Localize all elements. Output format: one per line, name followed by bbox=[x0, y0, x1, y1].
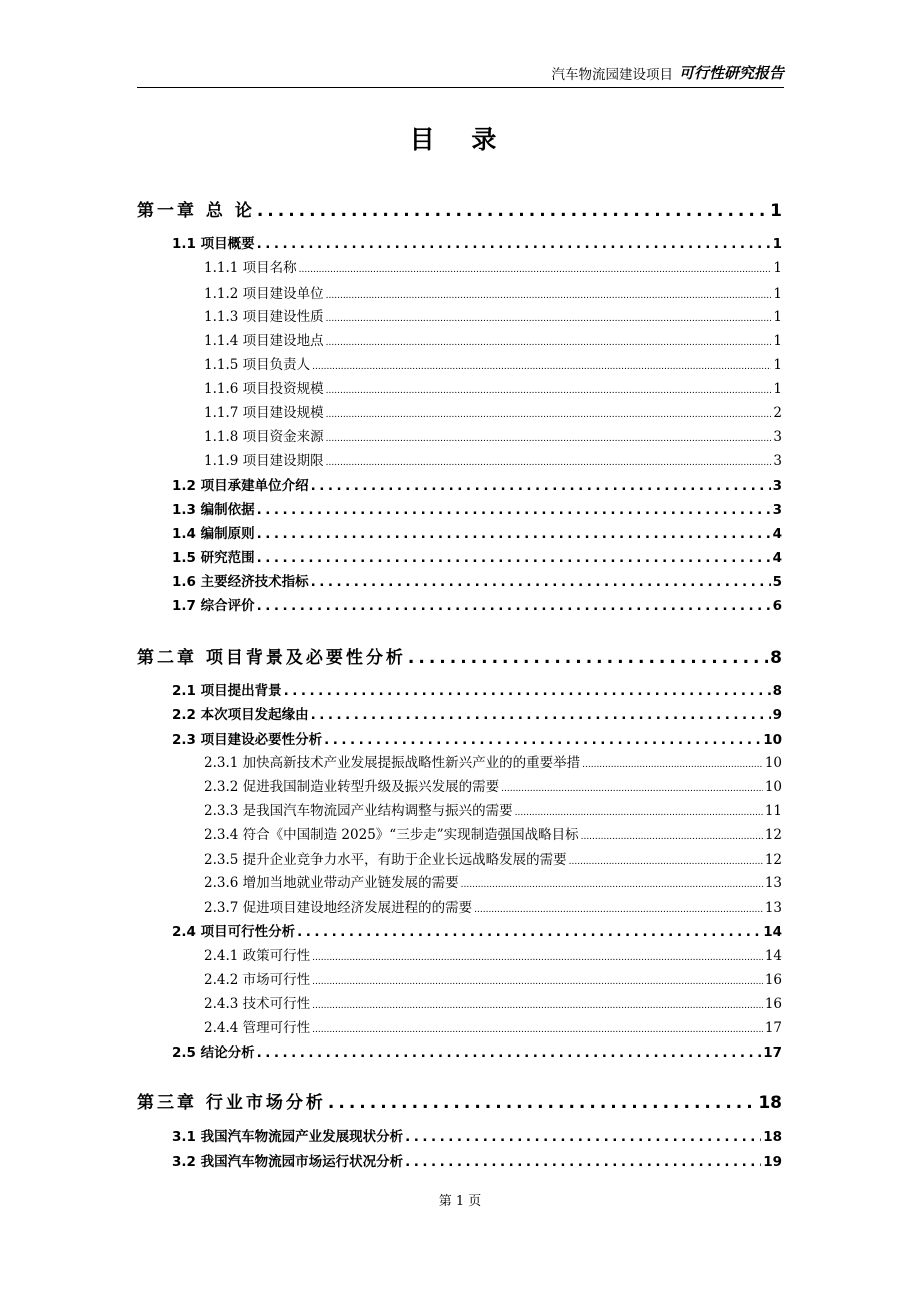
toc-entry-label: 2.4.4 管理可行性 bbox=[204, 1020, 311, 1036]
toc-entry-label: 1.1.3 项目建设性质 bbox=[204, 309, 324, 325]
toc-subsection[interactable] bbox=[137, 282, 782, 302]
toc-subsection[interactable] bbox=[137, 425, 782, 445]
toc-page-number: 9 bbox=[772, 707, 782, 723]
toc-entry-label: 1.1.9 项目建设期限 bbox=[204, 453, 324, 469]
toc-entry-label: 2.3 项目建设必要性分析 bbox=[172, 732, 323, 748]
toc-entry-label: 第三章 行业市场分析 bbox=[137, 1093, 326, 1113]
toc-subsection[interactable] bbox=[137, 256, 782, 276]
toc-page-number: 17 bbox=[764, 1020, 782, 1036]
toc-page-number: 12 bbox=[764, 827, 782, 843]
toc-page-number: 1 bbox=[770, 201, 782, 221]
toc-entry-label: 2.4.3 技术可行性 bbox=[204, 996, 311, 1012]
toc-leader-dots bbox=[311, 707, 771, 723]
toc-leader-dots bbox=[515, 808, 763, 818]
toc-page-number: 8 bbox=[770, 648, 782, 668]
toc-leader-dots bbox=[284, 683, 771, 699]
toc-section[interactable] bbox=[137, 920, 782, 940]
toc-subsection[interactable] bbox=[137, 896, 782, 916]
toc-leader-dots bbox=[569, 857, 763, 867]
toc-page-number: 10 bbox=[764, 779, 782, 795]
toc-leader-dots bbox=[582, 760, 763, 770]
toc-page-number: 4 bbox=[772, 550, 782, 566]
toc-leader-dots bbox=[326, 386, 772, 396]
toc-section[interactable] bbox=[137, 1125, 782, 1145]
toc-page-number: 14 bbox=[764, 948, 782, 964]
toc-section[interactable] bbox=[137, 679, 782, 699]
toc-entry-label: 3.1 我国汽车物流园产业发展现状分析 bbox=[172, 1129, 404, 1145]
toc-subsection[interactable] bbox=[137, 305, 782, 325]
toc-section[interactable] bbox=[137, 594, 782, 614]
toc-section[interactable] bbox=[137, 498, 782, 518]
toc-page-number: 3 bbox=[773, 453, 782, 469]
toc-subsection[interactable] bbox=[137, 1016, 782, 1036]
toc-entry-label: 2.3.6 增加当地就业带动产业链发展的需要 bbox=[204, 875, 459, 891]
toc-entry-label: 2.3.1 加快高新技术产业发展提振战略性新兴产业的的重要举措 bbox=[204, 755, 581, 771]
toc-page-number: 1 bbox=[773, 309, 782, 325]
toc-page-number: 10 bbox=[764, 755, 782, 771]
toc-title: 目 录 bbox=[409, 125, 511, 154]
toc-section[interactable] bbox=[137, 232, 782, 252]
toc-leader-dots bbox=[312, 977, 763, 987]
toc-section[interactable] bbox=[137, 1150, 782, 1170]
toc-entry-label: 1.4 编制原则 bbox=[172, 526, 255, 542]
toc-page-number: 13 bbox=[764, 900, 782, 916]
toc-section[interactable] bbox=[137, 703, 782, 723]
toc-leader-dots bbox=[328, 1093, 756, 1113]
toc-page-number: 1 bbox=[773, 381, 782, 397]
toc-entry-label: 1.1.8 项目资金来源 bbox=[204, 429, 324, 445]
toc-entry-label: 1.6 主要经济技术指标 bbox=[172, 574, 309, 590]
toc-page-number: 16 bbox=[764, 996, 782, 1012]
toc-page-number: 18 bbox=[758, 1093, 782, 1113]
toc-entry-label: 2.5 结论分析 bbox=[172, 1045, 255, 1061]
toc-entry-label: 2.4 项目可行性分析 bbox=[172, 924, 296, 940]
toc-page-number: 12 bbox=[764, 852, 782, 868]
toc-leader-dots bbox=[257, 236, 771, 252]
toc-page-number: 8 bbox=[772, 683, 782, 699]
toc-subsection[interactable] bbox=[137, 377, 782, 397]
toc-page-number: 1 bbox=[773, 260, 782, 276]
toc-subsection[interactable] bbox=[137, 449, 782, 469]
toc-chapter[interactable] bbox=[137, 196, 782, 221]
toc-entry-label: 2.2 本次项目发起缘由 bbox=[172, 707, 309, 723]
toc-page-number: 3 bbox=[772, 502, 782, 518]
toc-page-number: 1 bbox=[773, 333, 782, 349]
toc-subsection[interactable] bbox=[137, 992, 782, 1012]
toc-subsection[interactable] bbox=[137, 823, 782, 843]
toc-leader-dots bbox=[257, 1045, 762, 1061]
toc-subsection[interactable] bbox=[137, 944, 782, 964]
toc-entry-label: 1.5 研究范围 bbox=[172, 550, 255, 566]
toc-entry-label: 2.3.5 提升企业竞争力水平，有助于企业长远战略发展的需要 bbox=[204, 852, 567, 868]
toc-entry-label: 1.1.2 项目建设单位 bbox=[204, 286, 324, 302]
toc-subsection[interactable] bbox=[137, 871, 782, 891]
toc-subsection[interactable] bbox=[137, 353, 782, 373]
toc-entry-label: 2.1 项目提出背景 bbox=[172, 683, 282, 699]
toc-leader-dots bbox=[312, 1025, 763, 1035]
toc-page-number: 5 bbox=[772, 574, 782, 590]
toc-leader-dots bbox=[474, 905, 763, 915]
toc-leader-dots bbox=[312, 362, 771, 372]
toc-leader-dots bbox=[311, 574, 771, 590]
toc-entry-label: 第一章 总 论 bbox=[137, 201, 255, 221]
toc-entry-label: 3.2 我国汽车物流园市场运行状况分析 bbox=[172, 1154, 404, 1170]
toc-leader-dots bbox=[405, 1154, 761, 1170]
toc-leader-dots bbox=[326, 434, 772, 444]
toc-leader-dots bbox=[326, 291, 772, 301]
toc-page-number: 6 bbox=[772, 598, 782, 614]
toc-leader-dots bbox=[326, 338, 772, 348]
toc-leader-dots bbox=[257, 201, 768, 221]
toc-page-number: 17 bbox=[763, 1045, 782, 1061]
page-header bbox=[137, 62, 784, 88]
toc-page-number: 11 bbox=[764, 803, 782, 819]
toc-leader-dots bbox=[326, 314, 772, 324]
toc-subsection[interactable] bbox=[137, 751, 782, 771]
toc-section[interactable] bbox=[137, 474, 782, 494]
page-number: 第 1 页 bbox=[438, 1194, 482, 1209]
toc-entry-label: 1.3 编制依据 bbox=[172, 502, 255, 518]
toc-entry-label: 1.1.1 项目名称 bbox=[204, 260, 297, 276]
toc-leader-dots bbox=[257, 550, 771, 566]
toc-entry-label: 2.4.1 政策可行性 bbox=[204, 948, 311, 964]
toc-subsection[interactable] bbox=[137, 329, 782, 349]
toc-subsection[interactable] bbox=[137, 401, 782, 421]
toc-subsection[interactable] bbox=[137, 848, 782, 868]
toc-section[interactable] bbox=[137, 728, 782, 748]
toc-entry-label: 2.3.2 促进我国制造业转型升级及振兴发展的需要 bbox=[204, 779, 500, 795]
toc-entry-label: 1.1 项目概要 bbox=[172, 236, 255, 252]
toc-leader-dots bbox=[324, 732, 761, 748]
toc-leader-dots bbox=[311, 478, 771, 494]
toc-entry-label: 1.1.6 项目投资规模 bbox=[204, 381, 324, 397]
toc-page-number: 10 bbox=[763, 732, 782, 748]
toc-leader-dots bbox=[312, 953, 763, 963]
toc-page-number: 1 bbox=[773, 286, 782, 302]
toc-entry-label: 2.3.4 符合《中国制造 2025》“三步走”实现制造强国战略目标 bbox=[204, 827, 579, 843]
toc-leader-dots bbox=[299, 265, 772, 275]
toc-page-number: 2 bbox=[773, 405, 782, 421]
toc-leader-dots bbox=[405, 1129, 761, 1145]
toc-subsection[interactable] bbox=[137, 799, 782, 819]
toc-page-number: 18 bbox=[763, 1129, 782, 1145]
toc-leader-dots bbox=[257, 598, 771, 614]
toc-section[interactable] bbox=[137, 1041, 782, 1061]
toc-leader-dots bbox=[257, 526, 771, 542]
toc-entry-label: 1.7 综合评价 bbox=[172, 598, 255, 614]
toc-entry-label: 第二章 项目背景及必要性分析 bbox=[137, 648, 406, 668]
toc-leader-dots bbox=[461, 880, 763, 890]
toc-section[interactable] bbox=[137, 570, 782, 590]
toc-leader-dots bbox=[326, 458, 772, 468]
header-subtitle: 汽车物流园建设项目 bbox=[551, 67, 673, 83]
toc-page-number: 14 bbox=[763, 924, 782, 940]
toc-leader-dots bbox=[408, 648, 768, 668]
toc-section[interactable] bbox=[137, 522, 782, 542]
toc-leader-dots bbox=[501, 784, 763, 794]
toc-entry-label: 2.3.7 促进项目建设地经济发展进程的的需要 bbox=[204, 900, 473, 916]
toc-subsection[interactable] bbox=[137, 968, 782, 988]
toc-page-number: 1 bbox=[772, 236, 782, 252]
toc-page-number: 13 bbox=[764, 875, 782, 891]
toc-leader-dots bbox=[312, 1001, 763, 1011]
toc-entry-label: 1.1.7 项目建设规模 bbox=[204, 405, 324, 421]
toc-chapter[interactable] bbox=[137, 643, 782, 668]
toc-leader-dots bbox=[257, 502, 771, 518]
header-title: 可行性研究报告 bbox=[678, 64, 784, 82]
toc-page-number: 1 bbox=[773, 357, 782, 373]
toc-entry-label: 2.4.2 市场可行性 bbox=[204, 972, 311, 988]
toc-page-number: 3 bbox=[772, 478, 782, 494]
toc-page-number: 19 bbox=[763, 1154, 782, 1170]
toc-leader-dots bbox=[326, 410, 772, 420]
toc-entry-label: 1.2 项目承建单位介绍 bbox=[172, 478, 309, 494]
toc-leader-dots bbox=[581, 832, 763, 842]
toc-chapter[interactable] bbox=[137, 1088, 782, 1113]
toc-entry-label: 2.3.3 是我国汽车物流园产业结构调整与振兴的需要 bbox=[204, 803, 513, 819]
toc-subsection[interactable] bbox=[137, 775, 782, 795]
toc-entry-label: 1.1.5 项目负责人 bbox=[204, 357, 311, 373]
toc-page-number: 4 bbox=[772, 526, 782, 542]
toc-entry-label: 1.1.4 项目建设地点 bbox=[204, 333, 324, 349]
toc-page-number: 3 bbox=[773, 429, 782, 445]
toc-section[interactable] bbox=[137, 546, 782, 566]
toc-page-number: 16 bbox=[764, 972, 782, 988]
toc-leader-dots bbox=[297, 924, 761, 940]
